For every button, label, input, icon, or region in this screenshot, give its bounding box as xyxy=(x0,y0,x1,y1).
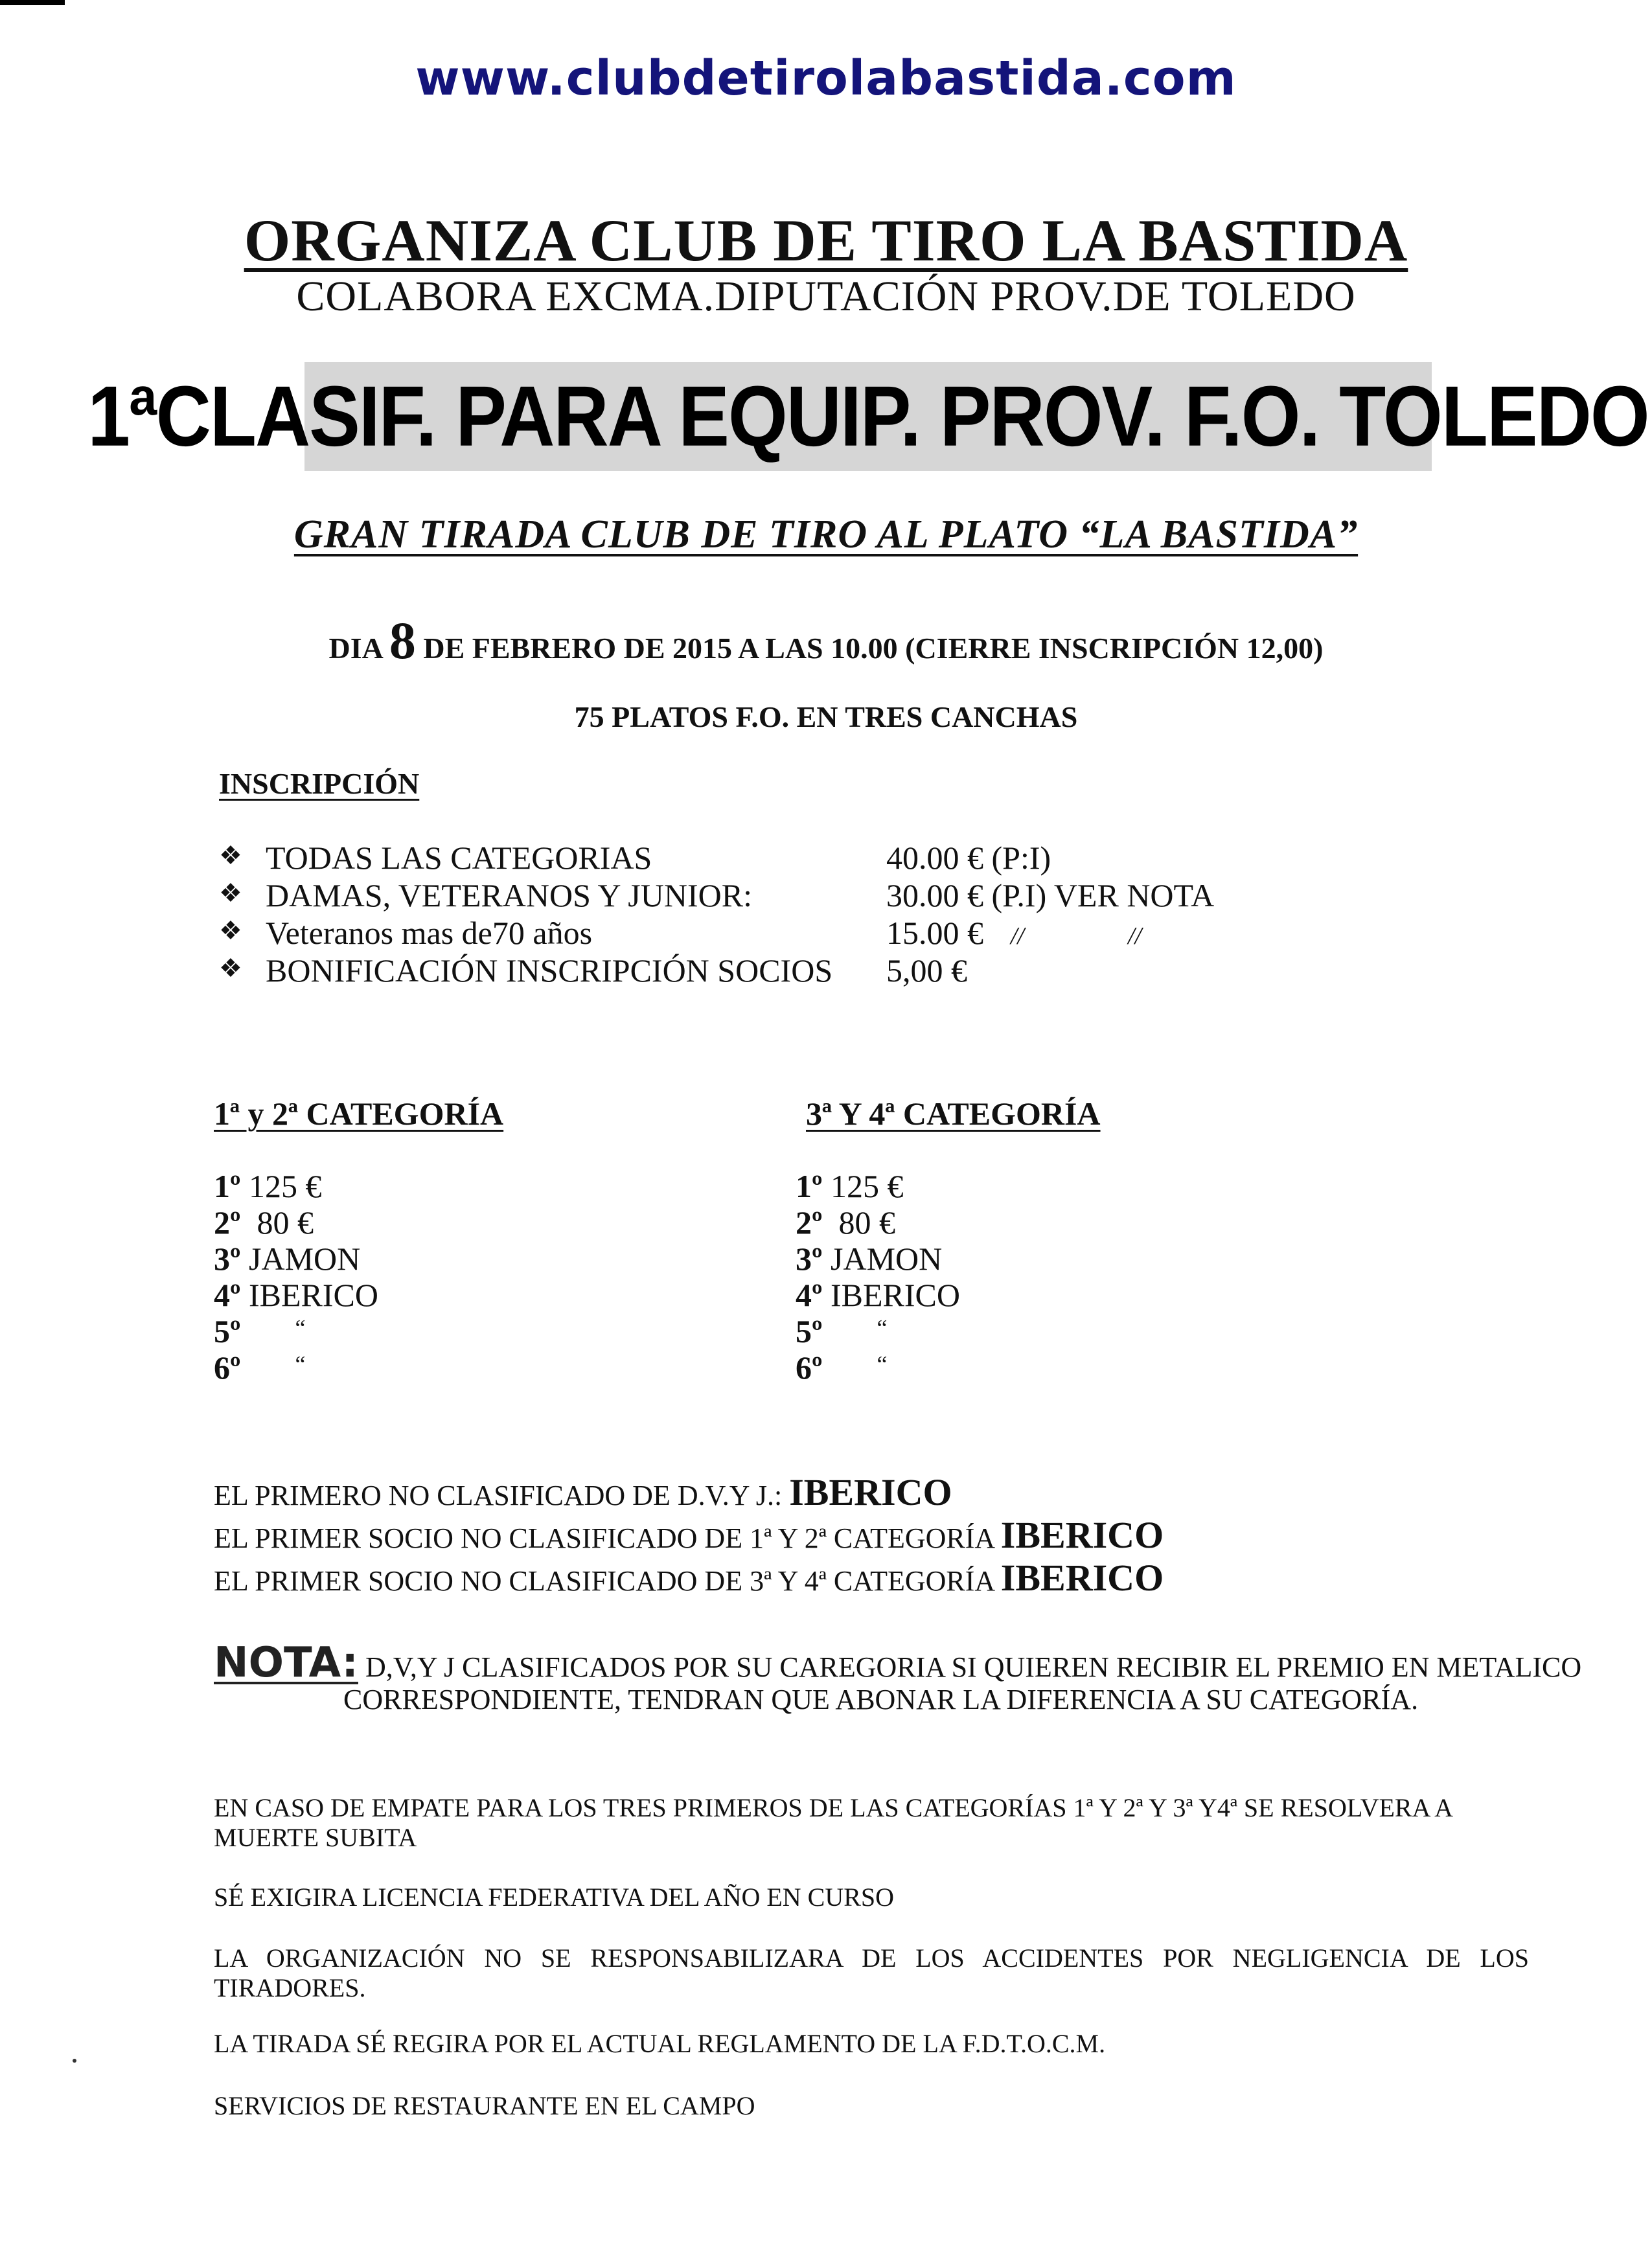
prize-row xyxy=(796,1167,1263,1204)
prize-value: 80 € xyxy=(240,1204,314,1241)
prize-value: “ xyxy=(295,1315,306,1341)
prize-row xyxy=(796,1276,1263,1312)
nota-block xyxy=(214,1639,1582,1716)
special-prize-value: IBERICO xyxy=(789,1471,952,1513)
fee-row xyxy=(219,876,1320,914)
nota-label: NOTA: xyxy=(214,1639,358,1687)
special-prize-line xyxy=(214,1471,952,1514)
date-rest: DE FEBRERO DE 2015 A LAS 10.00 (CIERRE INSCRIPCIÓN 12,00) xyxy=(415,632,1324,665)
special-prize-value: IBERICO xyxy=(1000,1557,1164,1599)
prize-row xyxy=(214,1312,667,1349)
category-heading: 3ª Y 4ª CATEGORÍA xyxy=(806,1095,1101,1132)
bullet-icon: ❖ xyxy=(219,878,242,908)
rule-liability: LA ORGANIZACIÓN NO SE RESPONSABILIZARA DE LOS ACCIDENTES POR NEGLIGENCIA DE LOS TIRADORES. xyxy=(214,1943,1529,2002)
prize-position: 4º xyxy=(214,1277,241,1313)
prize-value: JAMON xyxy=(822,1241,943,1277)
prize-row xyxy=(214,1349,667,1385)
prizes-category-3-4 xyxy=(796,1095,1263,1386)
prize-position: 1º xyxy=(214,1168,241,1204)
prize-position: 1º xyxy=(796,1168,823,1204)
fee-label: BONIFICACIÓN INSCRIPCIÓN SOCIOS xyxy=(266,952,833,989)
registration-fees-list xyxy=(219,839,1320,989)
prize-row xyxy=(796,1349,1263,1385)
organizer-heading: ORGANIZA CLUB DE TIRO LA BASTIDA xyxy=(244,207,1408,273)
prize-value: 80 € xyxy=(822,1204,896,1241)
event-date xyxy=(0,610,1652,671)
prize-value: IBERICO xyxy=(240,1277,379,1313)
category-heading: 1ª y 2ª CATEGORÍA xyxy=(214,1095,504,1132)
fee-label: DAMAS, VETERANOS Y JUNIOR: xyxy=(266,877,752,913)
rule-license: SÉ EXIGIRA LICENCIA FEDERATIVA DEL AÑO EN CURSO xyxy=(214,1883,895,1912)
prize-value: “ xyxy=(877,1351,888,1377)
special-prize-line xyxy=(214,1513,1164,1557)
prize-value: “ xyxy=(295,1351,306,1377)
fee-row xyxy=(219,839,1320,876)
ditto-mark: // xyxy=(1128,922,1142,950)
prize-value: 125 € xyxy=(240,1168,322,1204)
fee-label: TODAS LAS CATEGORIAS xyxy=(266,840,652,876)
collaborator-line: COLABORA EXCMA.DIPUTACIÓN PROV.DE TOLEDO xyxy=(296,273,1356,320)
qualification-banner: 1ªCLASIF. PARA EQUIP. PROV. F.O. TOLEDO xyxy=(304,362,1432,471)
prize-row xyxy=(796,1240,1263,1276)
bullet-icon: ❖ xyxy=(219,841,242,870)
prize-position: 6º xyxy=(796,1349,823,1386)
fee-value: 5,00 € xyxy=(886,952,967,989)
prize-value: IBERICO xyxy=(822,1277,961,1313)
special-prize-line xyxy=(214,1556,1164,1599)
special-prize-text: EL PRIMER SOCIO NO CLASIFICADO DE 3ª Y 4ª CATEGORÍA xyxy=(214,1565,1001,1597)
fee-row xyxy=(219,952,1320,989)
prizes-category-1-2 xyxy=(214,1095,667,1385)
fee-value: 30.00 € (P.I) VER NOTA xyxy=(886,877,1215,913)
prize-position: 4º xyxy=(796,1277,823,1313)
special-prize-text: EL PRIMER SOCIO NO CLASIFICADO DE 1ª Y 2ª CATEGORÍA xyxy=(214,1522,1001,1554)
date-prefix: DIA xyxy=(328,632,389,665)
event-format: 75 PLATOS F.O. EN TRES CANCHAS xyxy=(574,700,1078,733)
prize-row xyxy=(214,1167,667,1204)
date-day: 8 xyxy=(389,611,416,670)
fee-value: 15.00 € // // xyxy=(886,915,1142,951)
prize-position: 2º xyxy=(214,1204,241,1241)
rule-tiebreak: EN CASO DE EMPATE PARA LOS TRES PRIMEROS DE LAS CATEGORÍAS 1ª Y 2ª Y 3ª Y4ª SE RESOLVERA A MUERTE SUBITA xyxy=(214,1793,1452,1852)
bullet-icon: ❖ xyxy=(219,954,242,983)
prize-value: JAMON xyxy=(240,1241,361,1277)
prize-row xyxy=(214,1204,667,1240)
prize-value: “ xyxy=(877,1315,888,1341)
nota-line-1: D,V,Y J CLASIFICADOS POR SU CAREGORIA SI QUIEREN RECIBIR EL PREMIO EN METALICO xyxy=(358,1651,1582,1683)
registration-heading: INSCRIPCIÓN xyxy=(219,767,420,800)
prize-row xyxy=(214,1276,667,1312)
prize-position: 6º xyxy=(214,1349,241,1386)
prize-row xyxy=(796,1312,1263,1349)
rule-regulation: LA TIRADA SÉ REGIRA POR EL ACTUAL REGLAMENTO DE LA F.D.T.O.C.M. xyxy=(214,2029,1106,2058)
prize-row xyxy=(796,1204,1263,1240)
prize-position: 5º xyxy=(796,1313,823,1349)
scan-edge-mark xyxy=(0,0,65,5)
special-prize-value: IBERICO xyxy=(1000,1514,1164,1556)
event-title: GRAN TIRADA CLUB DE TIRO AL PLATO “LA BASTIDA” xyxy=(293,512,1359,556)
club-website-url[interactable]: www.clubdetirolabastida.com xyxy=(415,51,1237,106)
bullet-icon: ❖ xyxy=(219,916,242,945)
prize-position: 2º xyxy=(796,1204,823,1241)
scan-speck xyxy=(73,2059,76,2063)
nota-line-2: CORRESPONDIENTE, TENDRAN QUE ABONAR LA DIFERENCIA A SU CATEGORÍA. xyxy=(343,1684,1419,1715)
fee-value: 40.00 € (P:I) xyxy=(886,840,1051,876)
special-prize-text: EL PRIMERO NO CLASIFICADO DE D.V.Y J.: xyxy=(214,1480,790,1511)
fee-label: Veteranos mas de70 años xyxy=(266,915,593,951)
fee-row xyxy=(219,914,1320,952)
rule-restaurant: SERVICIOS DE RESTAURANTE EN EL CAMPO xyxy=(214,2091,755,2120)
prize-position: 5º xyxy=(214,1313,241,1349)
prize-position: 3º xyxy=(796,1241,823,1277)
prize-value: 125 € xyxy=(822,1168,904,1204)
prize-position: 3º xyxy=(214,1241,241,1277)
ditto-mark: // xyxy=(1011,922,1025,950)
prize-row xyxy=(214,1240,667,1276)
